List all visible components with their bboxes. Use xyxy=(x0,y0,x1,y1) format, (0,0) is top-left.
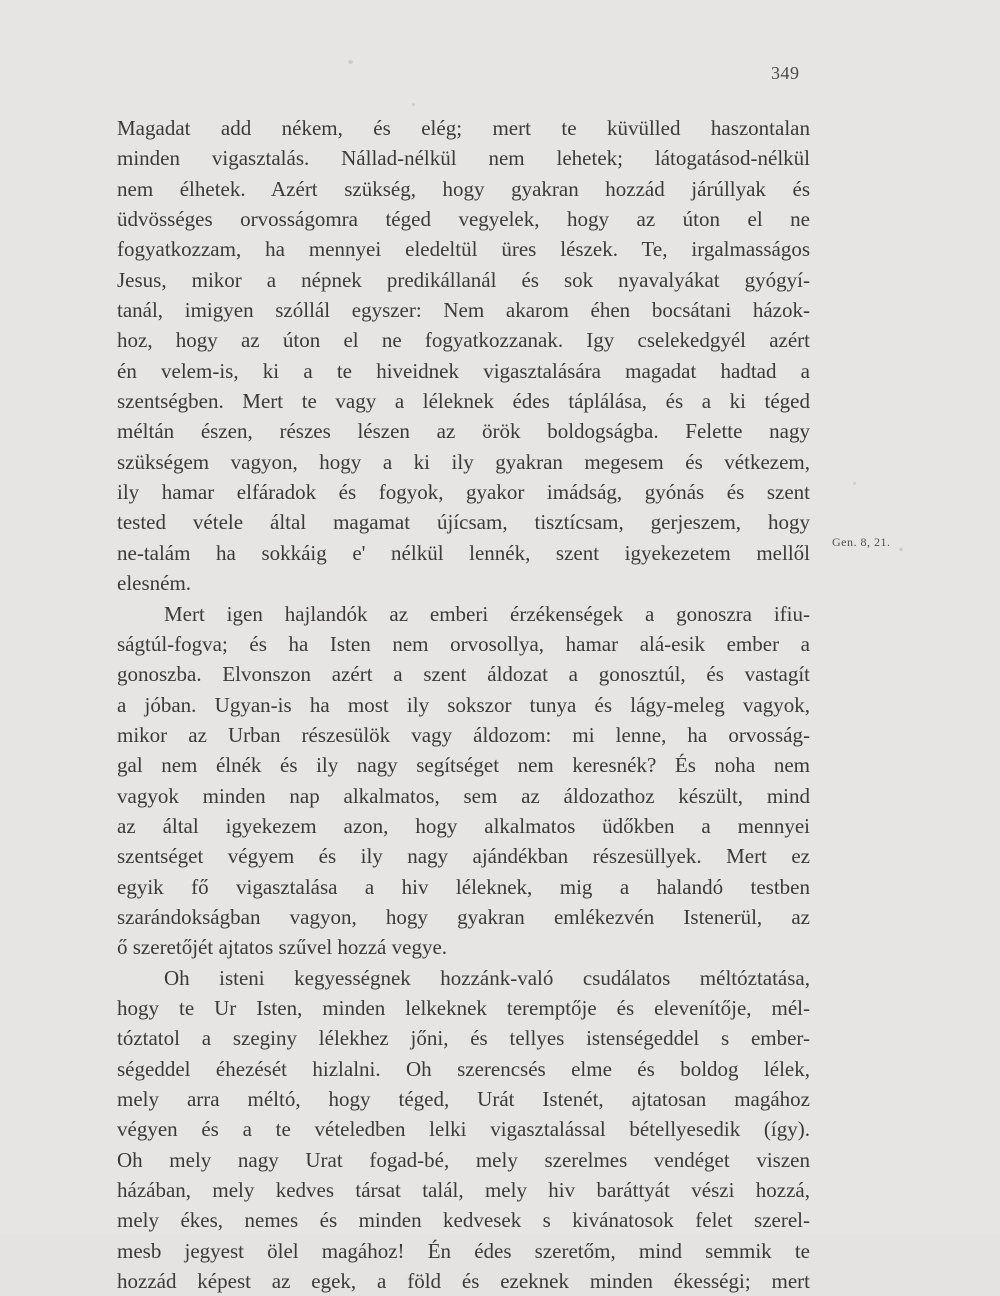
text-line: szarándokságban vagyon, hogy gyakran emlékezvén Istenerül, az xyxy=(117,904,810,929)
paper-spot xyxy=(853,482,856,485)
paper-spot xyxy=(899,548,903,551)
text-line: gonoszba. Elvonszon azért a szent áldozat a gonosztúl, és vastagít xyxy=(117,662,810,687)
marginal-note: Gen. 8, 21. xyxy=(832,535,891,549)
text-line: Oh mely nagy Urat fogad-bé, mely szerelmes vendéget viszen xyxy=(117,1147,810,1172)
text-line: szükségem vagyon, hogy a ki ily gyakran megesem és vétkezem, xyxy=(117,449,810,474)
text-line: a jóban. Ugyan-is ha most ily sokszor tunya és lágy-meleg vagyok, xyxy=(117,692,810,717)
text-line: méltán észen, részes lészen az örök boldogságba. Felette nagy xyxy=(117,419,810,444)
text-line: szentségben. Mert te vagy a léleknek édes táplálása, és a ki téged xyxy=(117,389,810,414)
text-line: Oh isteni kegyességnek hozzánk-való csudálatos méltóztatása, xyxy=(164,965,810,990)
text-line: én velem-is, ki a te hiveidnek vigasztalására magadat hadtad a xyxy=(117,358,810,383)
text-line: üdvösséges orvosságomra téged vegyelek, hogy az úton el ne xyxy=(117,207,810,232)
text-line: tested vétele által magamat újícsam, tisztícsam, gerjeszem, hogy xyxy=(117,510,810,535)
paper-spot xyxy=(412,103,415,106)
text-line: ily hamar elfáradok és fogyok, gyakor imádság, gyónás és szent xyxy=(117,480,810,505)
text-line: vagyok minden nap alkalmatos, sem az áldozathoz készült, mind xyxy=(117,783,810,808)
text-line: házában, mely kedves társat talál, mely hiv baráttyát vészi hozzá, xyxy=(117,1178,810,1203)
text-line: mesb jegyest ölel magához! Én édes szeretőm, mind semmik te xyxy=(117,1238,810,1263)
text-line: mely arra méltó, hogy téged, Urát Istenét, ajtatosan magához xyxy=(117,1087,810,1111)
text-line: ő szeretőjét ajtatos szűvel hozzá vegye. xyxy=(117,935,448,960)
text-line: minden vigasztalás. Nállad-nélkül nem lehetek; látogatásod-nélkül xyxy=(117,146,810,171)
text-line: hoz, hogy az úton el ne fogyatkozzanak. Igy cselekedgyél azért xyxy=(117,328,810,353)
body-text xyxy=(117,113,810,1296)
text-line: ságtúl-fogva; és ha Isten nem orvosollya, hamar alá-esik ember a xyxy=(117,631,810,656)
text-line: egyik fő vigasztalása a hiv léleknek, mig a halandó testben xyxy=(117,874,810,899)
text-line: elesném. xyxy=(117,571,192,596)
text-line: az által igyekezem azon, hogy alkalmatos üdőkben a mennyei xyxy=(117,813,810,838)
text-line: gal nem élnék és ily nagy segítséget nem keresnék? És noha nem xyxy=(117,753,810,778)
text-line: tanál, imigyen szóllál egyszer: Nem akarom éhen bocsátani házok- xyxy=(117,298,810,323)
text-line: Mert igen hajlandók az emberi érzékenségek a gonoszra ifiu- xyxy=(164,601,810,626)
text-line: szentséget végyem és ily nagy ajándékban részesüllyek. Mert ez xyxy=(117,844,810,869)
text-line: tóztatol a szeginy lélekhez jőni, és tellyes istenségeddel s ember- xyxy=(117,1026,810,1051)
page-number: 349 xyxy=(771,63,800,83)
text-line: mely ékes, nemes és minden kedvesek s kivánatosok felet szerel- xyxy=(117,1208,810,1233)
text-line: ségeddel éhezését hizlalni. Oh szerencsés elme és boldog lélek, xyxy=(117,1056,810,1081)
text-line: mikor az Urban részesülök vagy áldozom: mi lenne, ha orvosság- xyxy=(117,722,810,747)
text-line: Jesus, mikor a népnek predikállanál és sok nyavalyákat gyógyí- xyxy=(117,267,810,292)
text-line: ne-talám ha sokkáig e' nélkül lennék, szent igyekezetem mellől xyxy=(117,540,810,565)
text-line: nem élhetek. Azért szükség, hogy gyakran hozzád járúllyak és xyxy=(117,176,810,201)
paper-spot xyxy=(348,60,353,64)
text-line: fogyatkozzam, ha mennyei eledeltül üres lészek. Te, irgalmasságos xyxy=(117,237,810,262)
text-line: hogy te Ur Isten, minden lelkeknek teremptője és elevenítője, mél- xyxy=(117,995,810,1020)
text-line: hozzád képest az egek, a föld és ezeknek minden ékességi; mert xyxy=(117,1269,810,1294)
text-line: végyen és a te vételedben lelki vigasztalással bétellyesedik (így). xyxy=(117,1117,810,1142)
text-line: Magadat add nékem, és elég; mert te küvülled haszontalan xyxy=(117,116,810,140)
